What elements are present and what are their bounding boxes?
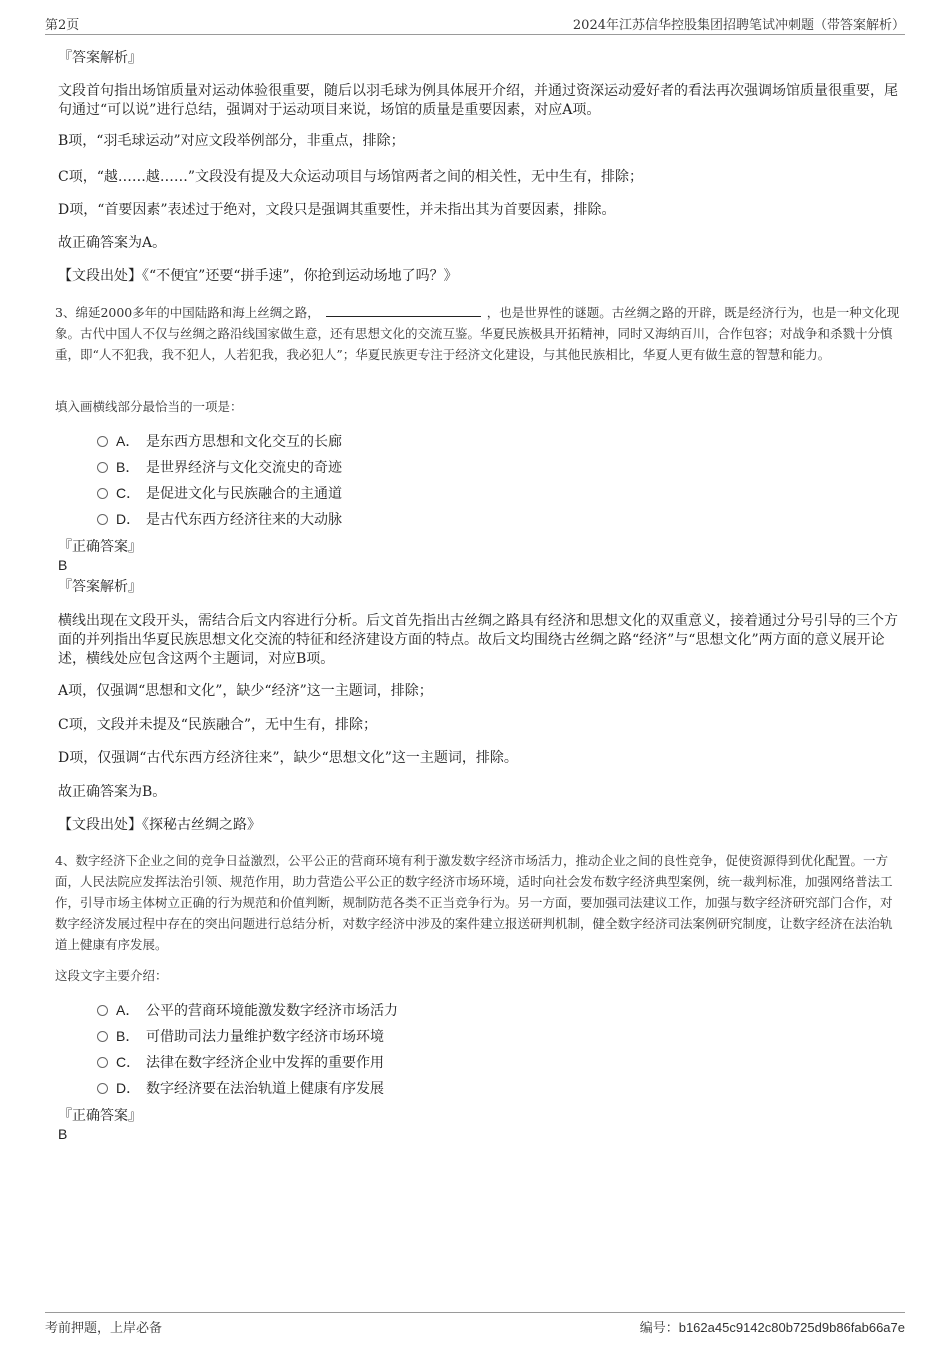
- q3-option-b[interactable]: B． 是世界经济与文化交流史的奇迹: [97, 457, 342, 477]
- radio-icon[interactable]: [97, 436, 108, 447]
- q3-stem-start: 3、绵延2000多年的中国陆路和海上丝绸之路，: [55, 305, 320, 320]
- document-title: 2024年江苏信华控股集团招聘笔试冲刺题（带答案解析）: [572, 18, 905, 33]
- q4-option-c[interactable]: C． 法律在数字经济企业中发挥的重要作用: [97, 1052, 384, 1072]
- q3-option-d[interactable]: D． 是古代东西方经济往来的大动脉: [97, 509, 342, 529]
- q3-answer: B: [58, 557, 68, 573]
- q3-option-c-analysis: C项，文段并未提及“民族融合”，无中生有，排除；: [58, 717, 378, 733]
- q3-option-a-analysis: A项，仅强调“思想和文化”，缺少“经济”这一主题词，排除；: [58, 683, 433, 699]
- footer-slogan: 考前押题，上岸必备: [45, 1320, 163, 1336]
- q2-source: 【文段出处】《“不便宜”还要“拼手速”，你抢到运动场地了吗？》: [58, 268, 458, 284]
- footer-code-block: [640, 1317, 905, 1336]
- footer-code: b162a45c9142c80b725d9b86fab66a7e: [678, 1319, 905, 1335]
- q3-source: 【文段出处】《探秘古丝绸之路》: [58, 817, 261, 833]
- q3-option-a[interactable]: A． 是东西方思想和文化交互的长廊: [97, 431, 342, 451]
- q3-option-d-analysis: D项，仅强调“古代东西方经济往来”，缺少“思想文化”这一主题词，排除。: [58, 750, 518, 766]
- footer-code-label: 编号：: [639, 1320, 679, 1336]
- q3-fill-blank: [326, 304, 481, 317]
- radio-icon[interactable]: [97, 1005, 108, 1016]
- radio-icon[interactable]: [97, 1031, 108, 1042]
- q4-option-b[interactable]: B． 可借助司法力量维护数字经济市场环境: [97, 1026, 384, 1046]
- q4-prompt: 这段文字主要介绍：: [55, 968, 168, 983]
- q2-analysis-paragraph: 文段首句指出场馆质量对运动体验很重要，随后以羽毛球为例具体展开介绍，并通过资深运动爱好者的看法再次强调场馆质量很重要，尾句通过“可以说”进行总结，强调对于运动项目来说，场馆的质量是重要因素，对应A项。: [58, 83, 898, 118]
- q3-conclusion: 故正确答案为B。: [58, 784, 167, 800]
- q3-prompt: 填入画横线部分最恰当的一项是：: [55, 399, 243, 414]
- q4-answer: B: [58, 1126, 68, 1142]
- q2-option-c-analysis: C项，“越……越……”文段没有提及大众运动项目与场馆两者之间的相关性，无中生有，排除；: [58, 169, 644, 185]
- page-header: [45, 14, 905, 35]
- q2-option-b-analysis: B项，“羽毛球运动”对应文段举例部分，非重点，排除；: [58, 133, 405, 149]
- q3-analysis-label: 『答案解析』: [58, 579, 142, 595]
- q3-stem: [55, 302, 900, 365]
- q4-option-d[interactable]: D． 数字经济要在法治轨道上健康有序发展: [97, 1078, 384, 1098]
- q4-answer-label: 『正确答案』: [58, 1108, 142, 1124]
- radio-icon[interactable]: [97, 1057, 108, 1068]
- q4-option-a[interactable]: A． 公平的营商环境能激发数字经济市场活力: [97, 1000, 398, 1020]
- page-number: 第2页: [45, 18, 80, 33]
- radio-icon[interactable]: [97, 488, 108, 499]
- q3-stem-rest: ，也是世界性的谜题。古丝绸之路的开辟，既是经济行为，也是一种文化现象。古代中国人不仅与丝绸之路沿线国家做生意，还有思想文化的交流互鉴。华夏民族极具开拓精神，同时又海纳百川，合作包容；对战争和杀戮十分慎重，即“人不犯我，我不犯人，人若犯我，我必犯人”；华夏民族更专注于经济文化建设，与其他民族相比，华夏人更有做生意的智慧和能力。: [55, 305, 900, 362]
- q3-answer-label: 『正确答案』: [58, 539, 142, 555]
- radio-icon[interactable]: [97, 462, 108, 473]
- q2-option-d-analysis: D项，“首要因素”表述过于绝对，文段只是强调其重要性，并未指出其为首要因素，排除。: [58, 202, 616, 218]
- q2-analysis-label: 『答案解析』: [58, 50, 142, 66]
- page-footer: [45, 1312, 905, 1339]
- q3-option-c[interactable]: C． 是促进文化与民族融合的主通道: [97, 483, 342, 503]
- q3-analysis-paragraph: 横线出现在文段开头，需结合后文内容进行分析。后文首先指出古丝绸之路具有经济和思想文化的双重意义，接着通过分号引导的三个方面的并列指出华夏民族思想文化交流的特征和经济建设方面的特点。故后文均围绕古丝绸之路“经济”与“思想文化”两方面的意义展开论述，横线处应包含这两个主题词，对应B项。: [58, 613, 898, 667]
- radio-icon[interactable]: [97, 514, 108, 525]
- radio-icon[interactable]: [97, 1083, 108, 1094]
- q4-stem: 4、数字经济下企业之间的竞争日益激烈，公平公正的营商环境有利于激发数字经济市场活力，推动企业之间的良性竞争，促使资源得到优化配置。一方面，人民法院应发挥法治引领、规范作用，助力营造公平公正的数字经济市场环境，适时向社会发布数字经济典型案例，统一裁判标准，加强网络普法工作，引导市场主体树立正确的行为规范和价值判断，规制防范各类不正当竞争行为。另一方面，要加强司法建议工作，加强与数字经济研究部门合作，对数字经济发展过程中存在的突出问题进行总结分析，对数字经济中涉及的案件建立报送研判机制，健全数字经济司法案例研究制度，让数字经济在法治轨道上健康有序发展。: [55, 853, 893, 952]
- q2-conclusion: 故正确答案为A。: [58, 235, 167, 251]
